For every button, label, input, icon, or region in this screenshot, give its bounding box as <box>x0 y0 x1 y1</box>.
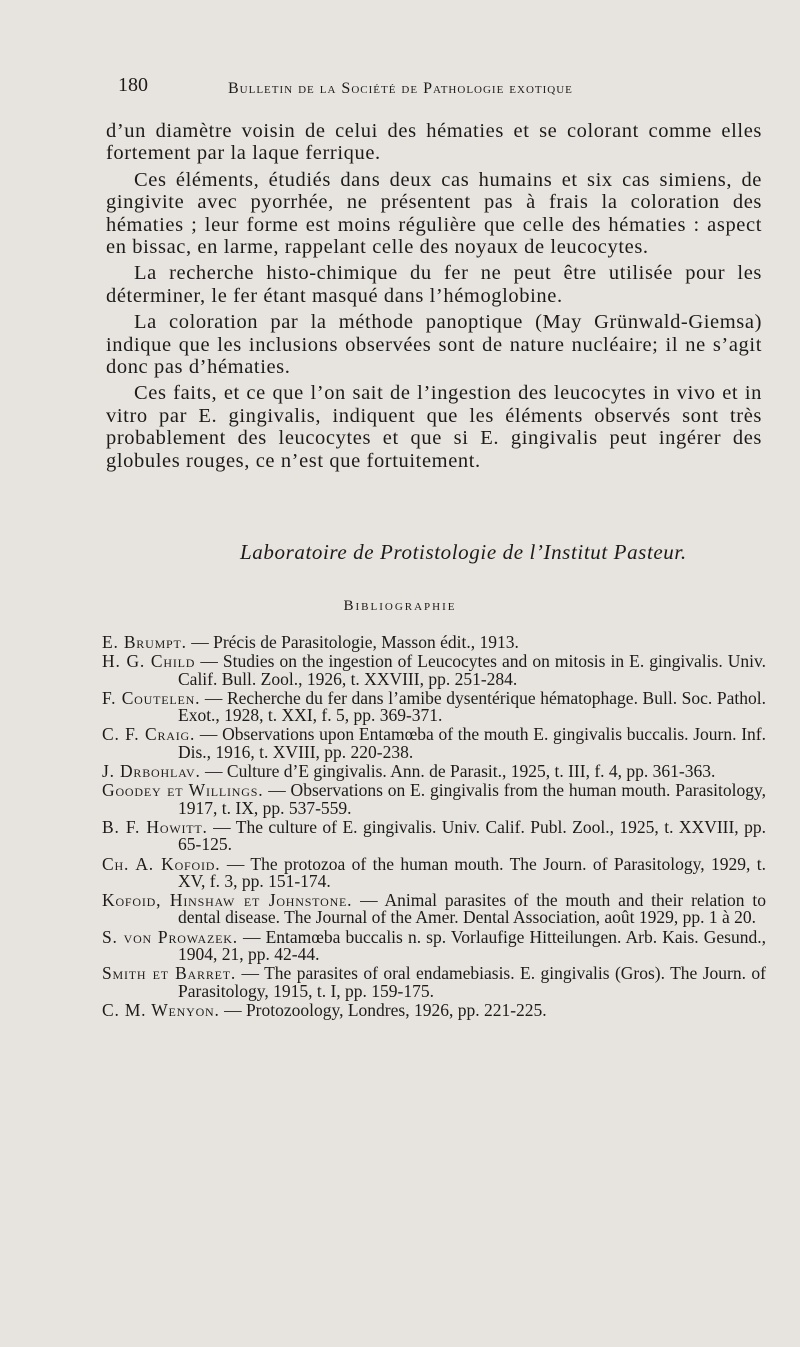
reference-text: — The parasites of oral endamebiasis. E. gingivalis (Gros). The Journ. of Parasitology, 1915, t. I, pp. 159-175. <box>178 963 766 1001</box>
reference-text: — Culture d’E gingivalis. Ann. de Parasit., 1925, t. III, f. 4, pp. 361-363. <box>200 761 716 782</box>
reference-text: — Précis de Parasitologie, Masson édit., 1913. <box>186 632 519 652</box>
reference-text: — Observations upon Entamœba of the mouth E. gingivalis buccalis. Journ. Inf. Dis., 1916, t. XVIII, pp. 220-238. <box>178 724 766 762</box>
reference-entry <box>102 782 766 817</box>
paragraph-3: La recherche histo-chimique du fer ne peut être utilisée pour les déterminer, le fer étant masqué dans l’hémoglobine. <box>106 262 762 307</box>
reference-entry <box>102 653 766 688</box>
reference-entry <box>102 816 766 855</box>
reference-author: Kofoid, Hinshaw et Johnstone. <box>102 890 353 911</box>
reference-author: B. F. Howitt. <box>102 816 208 837</box>
reference-text: — The culture of E. gingivalis. Univ. Calif. Publ. Zool., 1925, t. XXVIII, pp. 65-125. <box>178 816 766 855</box>
body-text <box>106 120 762 476</box>
bibliography-heading: Bibliographie <box>343 598 457 614</box>
laboratory-signature: Laboratoire de Protistologie de l’Institut Pasteur. <box>240 540 687 564</box>
running-title: Bulletin de la Société de Pathologie exotique <box>228 80 573 97</box>
reference-author: Smith et Barret. <box>102 963 237 984</box>
reference-text: — Entamœba buccalis n. sp. Vorlaufige Hitteilungen. Arb. Kais. Gesund., 1904, 21, pp. 42-44. <box>178 926 766 965</box>
reference-text: — Studies on the ingestion of Leucocytes and on mitosis in E. gingivalis. Univ. Calif. Bull. Zool., 1926, t. XXVIII, pp. 251-284. <box>178 651 766 689</box>
reference-entry <box>102 726 766 761</box>
reference-author: H. G. Child <box>102 651 196 672</box>
page-header <box>118 74 678 104</box>
reference-text: — Animal parasites of the mouth and their relation to dental disease. The Journal of the Amer. Dental Association, août 1929, pp. 1 à 20. <box>178 890 766 928</box>
paragraph-4: La coloration par la méthode panoptique (May Grünwald-Giemsa) indique que les inclusions observées sont de nature nucléaire; il ne s’agit donc pas d’hématies. <box>106 311 762 379</box>
reference-entry <box>102 763 766 780</box>
paragraph-2: Ces éléments, étudiés dans deux cas humains et six cas simiens, de gingivite avec pyorrhée, ne présentent pas à frais la coloration des hématies ; leur forme est moins régulière que celle des hématies : aspect en bissac, en larme, rappelant celle des noyaux de leucocytes. <box>106 168 762 259</box>
reference-entry <box>102 853 766 891</box>
paragraph-5: Ces faits, et ce que l’on sait de l’ingestion des leucocytes in vivo et in vitro par E. gingivalis, indiquent que les éléments observés sont très probablement des leucocytes et que si E. gingivalis peut ingérer des globules rouges, ce n’est que fortuitement. <box>106 382 762 472</box>
reference-list <box>102 634 766 1021</box>
reference-entry <box>102 965 766 1000</box>
reference-author: C. M. Wenyon. <box>102 999 220 1020</box>
reference-entry <box>102 926 766 965</box>
reference-text: — Protozoology, Londres, 1926, pp. 221-225. <box>219 999 547 1020</box>
page-number: 180 <box>118 74 148 96</box>
paragraph-1: d’un diamètre voisin de celui des hématies et se colorant comme elles fortement par la laque ferrique. <box>106 120 762 165</box>
reference-author: F. Coutelen. <box>102 687 201 708</box>
reference-author: C. F. Craig. <box>102 724 196 745</box>
reference-entry <box>102 892 766 927</box>
reference-author: Goodey et Willings. <box>102 780 264 801</box>
reference-entry <box>102 999 766 1020</box>
reference-entry <box>102 687 766 726</box>
reference-text: — The protozoa of the human mouth. The Journ. of Parasitology, 1929, t. XV, f. 3, pp. 151-174. <box>178 853 766 891</box>
reference-author: S. von Prowazek. <box>102 926 238 947</box>
reference-text: — Observations on E. gingivalis from the human mouth. Parasitology, 1917, t. IX, pp. 537-559. <box>178 780 766 818</box>
reference-entry <box>102 634 766 651</box>
reference-author: J. Drbohlav. <box>102 761 201 782</box>
reference-author: Ch. A. Kofoid. <box>102 853 221 874</box>
reference-author: E. Brumpt. <box>102 632 187 652</box>
reference-text: — Recherche du fer dans l’amibe dysentérique hématophage. Bull. Soc. Pathol. Exot., 1928, t. XXI, f. 5, pp. 369-371. <box>178 687 766 726</box>
